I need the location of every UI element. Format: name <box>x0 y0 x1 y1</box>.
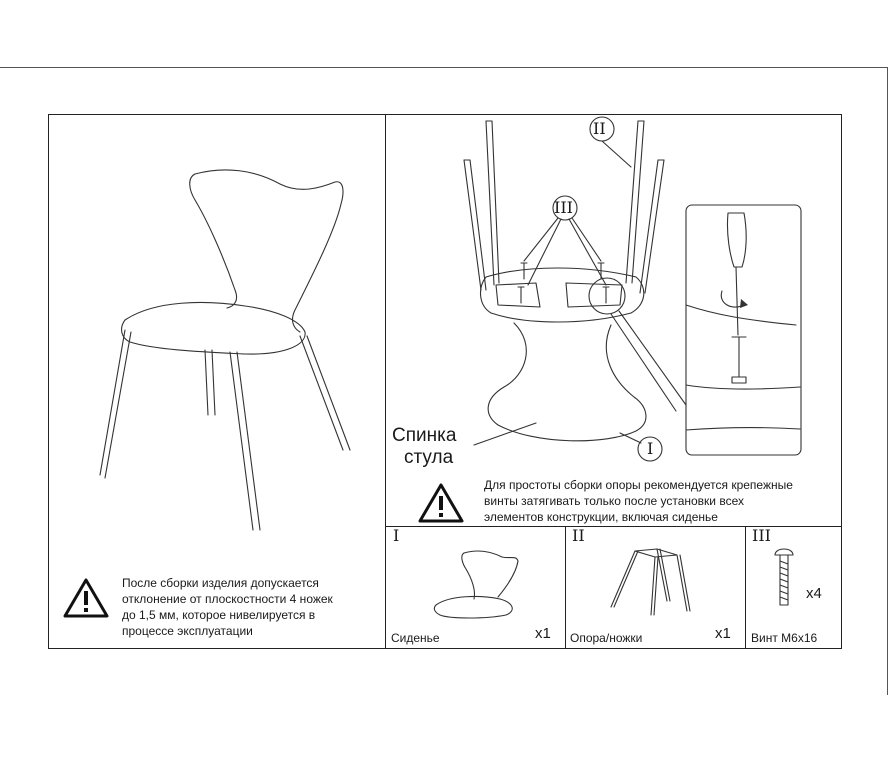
part-number: II <box>572 526 585 545</box>
callout-line: Спинка <box>392 425 457 446</box>
part-name: Винт М6х16 <box>751 631 818 645</box>
marker-label-I: I <box>647 439 654 458</box>
note-line: до 1,5 мм, которое нивелируется в <box>122 608 316 622</box>
parts-row-top-border <box>385 526 842 527</box>
seat-part-illustration <box>430 545 530 625</box>
part-qty: x1 <box>535 625 551 642</box>
right-warning-note <box>484 477 793 525</box>
marker-label-III: III <box>554 198 573 217</box>
parts-divider-1 <box>565 526 566 649</box>
part-number: III <box>752 526 771 545</box>
note-line: отклонение от плоскостности 4 ножек <box>122 592 333 606</box>
callout-line: стула <box>404 447 454 468</box>
base-legs-illustration <box>605 545 695 625</box>
note-line: процессе эксплуатации <box>122 624 253 638</box>
warning-triangle-icon <box>63 578 109 618</box>
screw-part-illustration <box>770 545 800 611</box>
note-line: винты затягивать только после установки всех <box>484 494 744 508</box>
marker-label-II: II <box>593 119 606 138</box>
note-line: Для простоты сборки опоры рекомендуется крепежные <box>484 478 793 492</box>
left-warning-note <box>122 575 333 639</box>
parts-divider-2 <box>745 526 746 649</box>
part-qty: x1 <box>715 625 731 642</box>
part-qty: x4 <box>806 585 822 602</box>
part-number: I <box>393 526 400 545</box>
backrest-callout <box>392 425 456 469</box>
part-name: Сиденье <box>391 631 440 645</box>
note-line: элементов конструкции, включая сиденье <box>484 510 718 524</box>
note-line: После сборки изделия допускается <box>122 576 319 590</box>
warning-triangle-icon <box>418 483 464 523</box>
part-name: Опора/ножки <box>570 631 643 645</box>
assembled-chair-illustration <box>95 160 355 540</box>
